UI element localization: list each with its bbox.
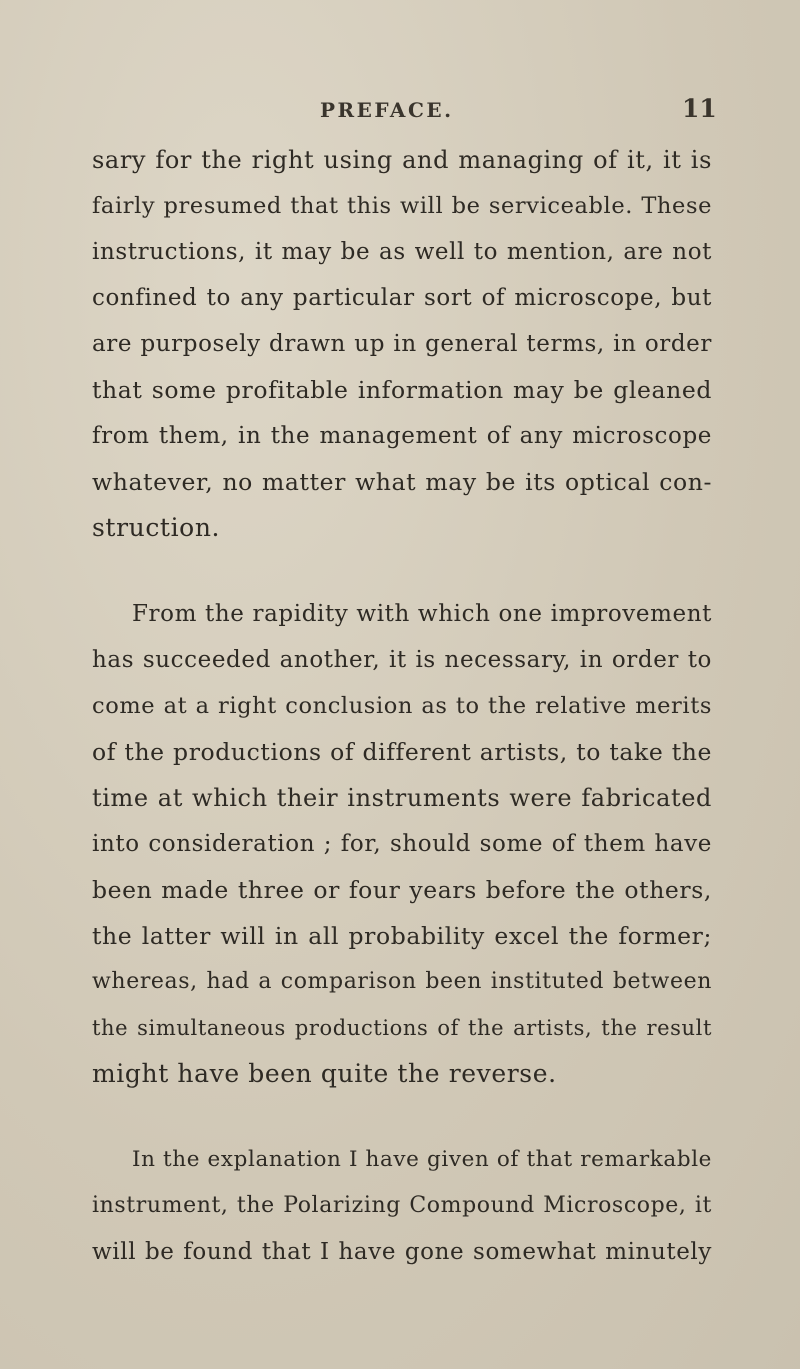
text-line: of the productions of different artists, to take the: [92, 738, 712, 766]
text-line: whatever, no matter what may be its optical con-: [92, 468, 712, 496]
text-line: the latter will in all probability excel the former;: [92, 922, 712, 950]
text-line: From the rapidity with which one improvement: [132, 601, 712, 627]
text-line: might have been quite the reverse.: [92, 1059, 557, 1088]
text-line: confined to any particular sort of microscope, but: [92, 285, 712, 311]
page-number: 11: [682, 94, 717, 123]
running-head: PREFACE.: [320, 98, 454, 122]
text-line: instructions, it may be as well to mention, are not: [92, 239, 712, 265]
text-line: from them, in the management of any microscope: [92, 423, 712, 449]
text-line: been made three or four years before the others,: [92, 876, 712, 904]
text-line: instrument, the Polarizing Compound Microscope, it: [92, 1193, 712, 1218]
text-line: that some profitable information may be gleaned: [92, 376, 712, 404]
text-line: are purposely drawn up in general terms, in order: [92, 331, 712, 357]
text-line: time at which their instruments were fabricated: [92, 784, 712, 812]
text-line: into consideration ; for, should some of them have: [92, 831, 712, 857]
text-line: the simultaneous productions of the artists, the result: [92, 1016, 712, 1040]
text-line: struction.: [92, 513, 221, 542]
text-line: sary for the right using and managing of it, it is: [92, 146, 712, 174]
text-line: will be found that I have gone somewhat minutely: [92, 1239, 712, 1265]
text-line: In the explanation I have given of that remarkable: [132, 1147, 712, 1172]
text-line: whereas, had a comparison been instituted between: [92, 969, 712, 994]
text-line: fairly presumed that this will be serviceable. These: [92, 193, 712, 219]
text-line: has succeeded another, it is necessary, in order to: [92, 647, 712, 673]
text-line: come at a right conclusion as to the relative merits: [92, 693, 712, 719]
page-header: [0, 94, 800, 128]
